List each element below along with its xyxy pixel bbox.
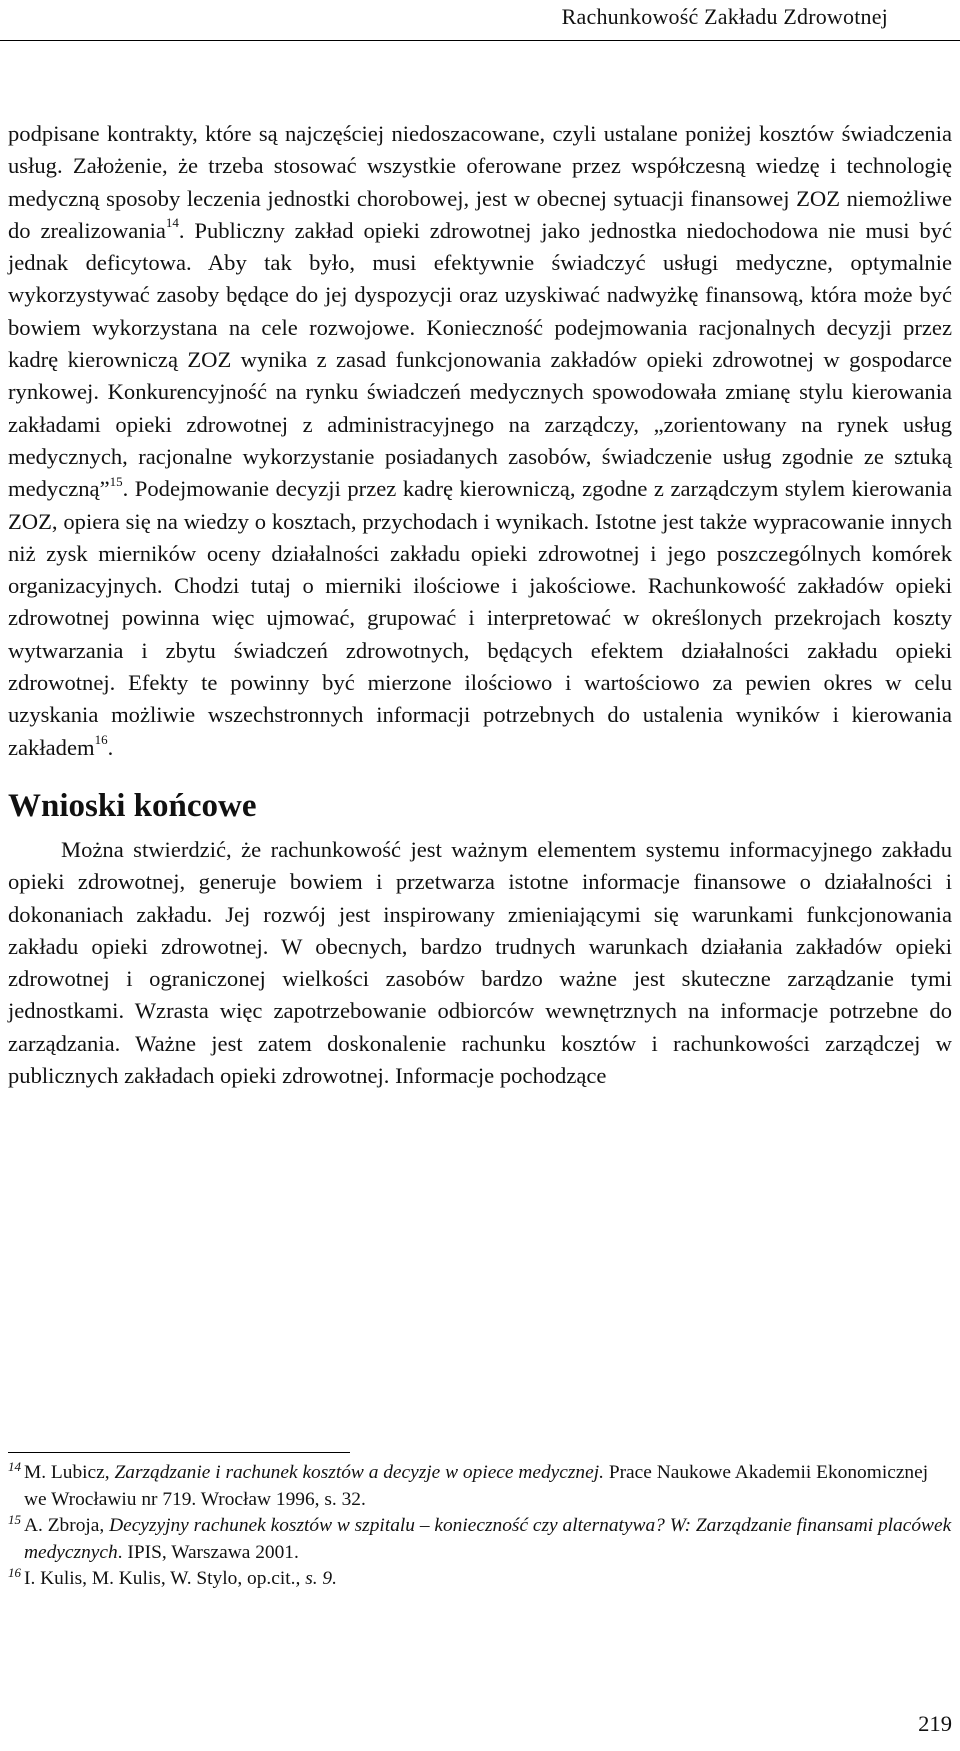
paragraph-text: . Publiczny zakład opieki zdrowotnej jako jednostka niedochodowa nie musi być jednak deficytowa. Aby tak było, musi efektywnie świadczyć usługi medyczne, optymalnie wykorzystywać zasoby będące do jej dyspozycji oraz uzyskiwać nadwyżkę finansową, która może być bowiem wykorzystana na cele rozwojowe. Konieczność podejmowania racjonalnych decyzji przez kadrę kierowniczą ZOZ wynika z zasad funkcjonowania zakładów opieki zdrowotnej w gospodarce rynkowej. Konkurencyjność na rynku świadczeń medycznych spowodowała zmianę stylu kierowania zakładami opieki zdrowotnej z administracyjnego na zarządczy, „zorientowany na rynek usług medycznych, racjonalne wykorzystanie posiadanych zasobów, świadczenie usług zgodnie ze sztuką medyczną” bbox=[8, 217, 952, 502]
footnote-title: Decyzyjny rachunek kosztów w szpitalu – konieczność czy alternatywa? W: Zarządzanie finansami placówek medycznych bbox=[24, 1515, 952, 1563]
footnote-rest: . IPIS, Warszawa 2001. bbox=[117, 1541, 299, 1563]
body-paragraph-2: Można stwierdzić, że rachunkowość jest ważnym elementem systemu informacyjnego zakładu opieki zdrowotnej, generuje bowiem i przetwarza istotne informacje finansowe o działalności i dokonaniach zakładu. Jej rozwój jest inspirowany zmieniającymi się warunkami funkcjonowania zakładu opieki zdrowotnej. W obecnych, bardzo trudnych warunkach działania zakładów opieki zdrowotnej i ograniczonej wielkości zasobów bardzo ważne jest skuteczne zarządzanie tymi jednostkami. Wzrasta więc zapotrzebowanie odbiorców wewnętrznych na informacje potrzebne do zarządzania. Ważne jest zatem doskonalenie rachunku kosztów i rachunkowości zarządczej w publicznych zakładach opieki zdrowotnej. Informacje pochodzące bbox=[8, 836, 952, 1089]
footnote-ref-15[interactable]: 15 bbox=[109, 473, 123, 489]
footnote-separator bbox=[8, 1452, 350, 1453]
footnote-14 bbox=[8, 1460, 952, 1513]
footnote-title: Zarządzanie i rachunek kosztów a decyzje w opiece medycznej. bbox=[114, 1462, 604, 1483]
footnote-ref-16[interactable]: 16 bbox=[94, 732, 108, 748]
paragraph-text: . bbox=[107, 734, 114, 760]
footnote-author: I. Kulis, M. Kulis, W. Stylo, op.cit. bbox=[24, 1568, 296, 1589]
body-paragraph-1 bbox=[8, 118, 952, 764]
footnote-rest: Prace Naukowe Akademii Ekonomicznej we Wrocławiu nr 719. Wrocław 1996, s. 32. bbox=[24, 1462, 929, 1510]
footnotes bbox=[8, 1460, 952, 1593]
footnote-ref-14[interactable]: 14 bbox=[165, 215, 179, 231]
footnote-author: A. Zbroja, bbox=[24, 1515, 110, 1536]
footnote-16 bbox=[8, 1566, 952, 1593]
footnote-title: , s. 9. bbox=[295, 1568, 337, 1589]
page-number: 219 bbox=[918, 1711, 952, 1736]
footnote-15 bbox=[8, 1513, 952, 1566]
footnote-mark: 15 bbox=[8, 1512, 21, 1527]
footnote-mark: 14 bbox=[8, 1459, 21, 1474]
header-title: Rachunkowość Zakładu Zdrowotnej bbox=[561, 4, 888, 29]
footnote-author: M. Lubicz, bbox=[24, 1462, 115, 1483]
main-text bbox=[8, 118, 952, 1092]
footnote-mark: 16 bbox=[8, 1565, 21, 1580]
paragraph-text: podpisane kontrakty, które są najczęściej niedoszacowane, czyli ustalane poniżej kosztów świadczenia usług. Założenie, że trzeba stosować wszystkie oferowane przez współczesną wiedzę i technologię medyczną sposoby leczenia jednostki chorobowej, jest w obecnej sytuacji finansowej ZOZ niemożliwe do zrealizowania bbox=[8, 121, 952, 243]
paragraph-text: . Podejmowanie decyzji przez kadrę kierowniczą, zgodne z zarządczym stylem kierowania ZOZ, opiera się na wiedzy o kosztach, przychodach i wynikach. Istotne jest także wypracowanie innych niż zysk mierników oceny działalności zakładu opieki zdrowotnej i jego poszczególnych komórek organizacyjnych. Chodzi tutaj o mierniki ilościowe i jakościowe. Rachunkowość zakładów opieki zdrowotnej powinna więc ujmować, grupować i interpretować w określonych przekrojach koszty wytwarzania i zbytu świadczeń zdrowotnych, będących efektem działalności zakładu opieki zdrowotnej. Efekty te powinny być mierzone ilościowo i wartościowo za pewien okres w celu uzyskania możliwie wszechstronnych informacji potrzebnych do ustalenia wyników i kierowania zakładem bbox=[8, 476, 952, 760]
running-header bbox=[0, 0, 960, 41]
section-heading: Wnioski końcowe bbox=[8, 787, 257, 824]
